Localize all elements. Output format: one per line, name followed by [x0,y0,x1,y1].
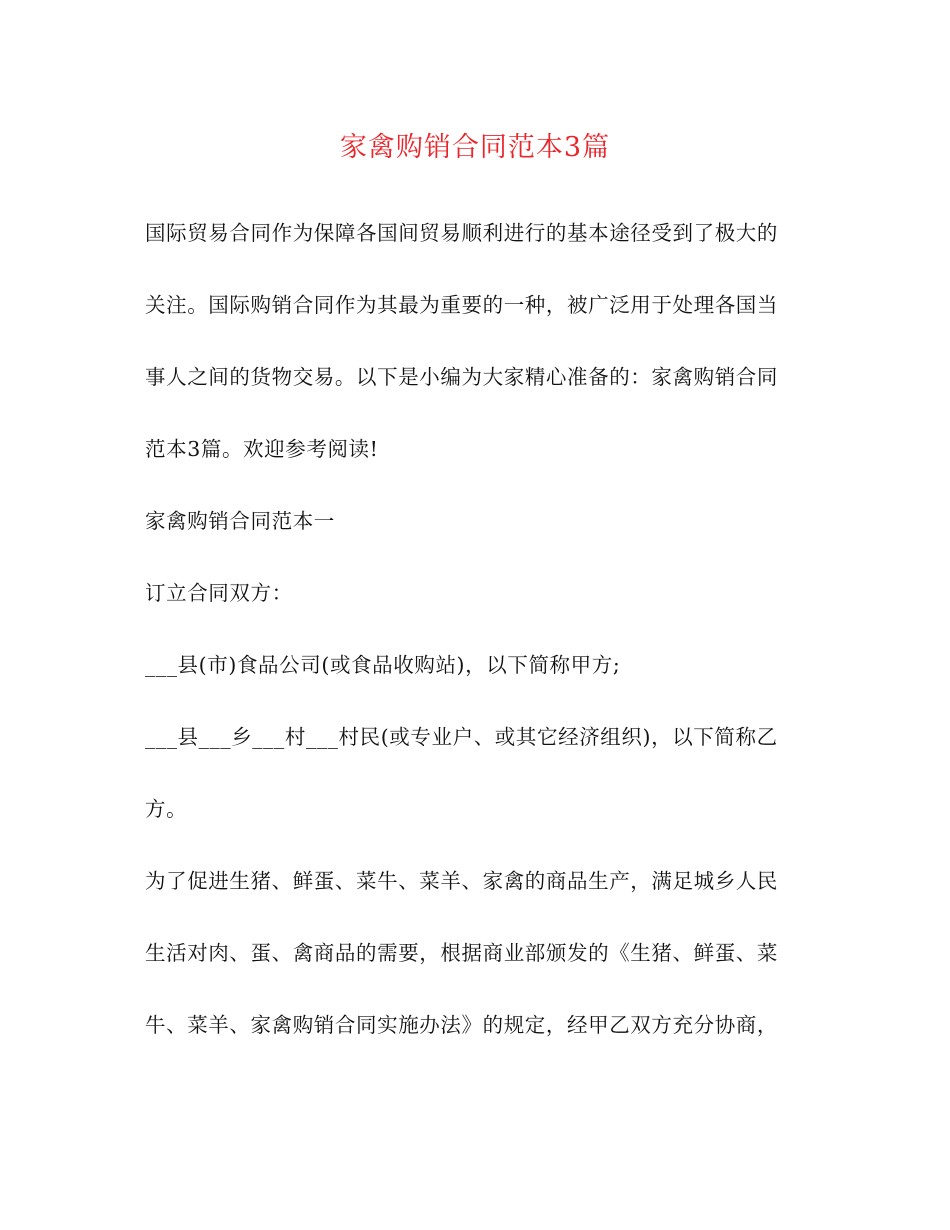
paragraph-line: 关注。国际购销合同作为其最为重要的一种，被广泛用于处理各国当 [145,293,778,317]
paragraph-line: 牛、菜羊、家禽购销合同实施办法》的规定，经甲乙双方充分协商， [145,1013,778,1037]
paragraph-line: ___县(市)食品公司(或食品收购站)，以下简称甲方; [145,653,621,677]
document-title: 家禽购销合同范本3篇 [339,132,611,163]
paragraph-line: ___县___乡___村___村民(或专业户、或其它经济组织)，以下简称乙 [145,725,778,749]
paragraph-line: 生活对肉、蛋、禽商品的需要，根据商业部颁发的《生猪、鲜蛋、菜 [145,941,778,965]
paragraph-line: 订立合同双方： [145,581,293,605]
paragraph-line: 范本3篇。欢迎参考阅读! [145,437,379,461]
paragraph-line: 为了促进生猪、鲜蛋、菜牛、菜羊、家禽的商品生产，满足城乡人民 [145,869,778,893]
paragraph-line: 方。 [145,797,188,821]
paragraph-line: 事人之间的货物交易。以下是小编为大家精心准备的：家禽购销合同 [145,365,778,389]
paragraph-line: 国际贸易合同作为保障各国间贸易顺利进行的基本途径受到了极大的 [145,221,778,245]
section-heading: 家禽购销合同范本一 [145,509,335,533]
